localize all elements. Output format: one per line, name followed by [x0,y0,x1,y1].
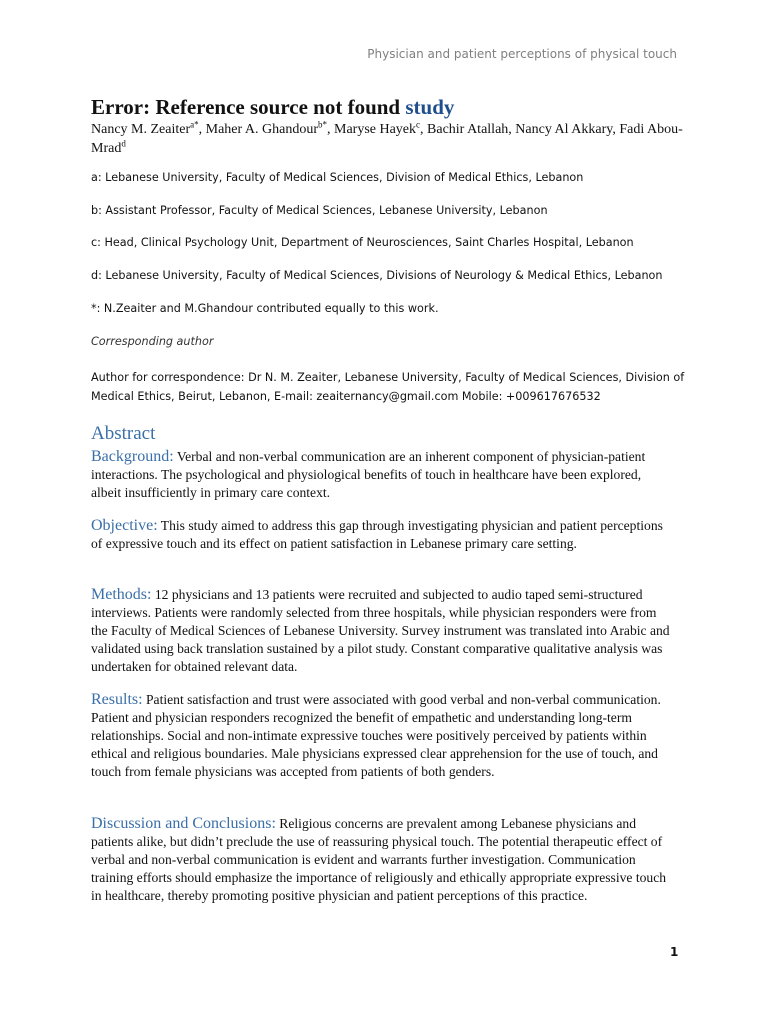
section-text: Religious concerns are prevalent among Lebanese physicians and patients alike, but didn’t preclude the use of reassuring physical touch. The potential therapeutic effect of verbal and non-verbal communication is evident and warrants further investigation. Communication training efforts should emphasize the importance of religiously and ethically appropriate expressive touch in healthcare, thereby promoting positive physician and patient perceptions of this practice. [91,816,667,903]
author-name: Maher A. Ghandour [205,122,318,137]
section-label: Objective: [91,517,158,534]
abstract-objective [91,517,673,553]
affiliation-c: c: Head, Clinical Psychology Unit, Department of Neurosciences, Saint Charles Hospital, Lebanon [91,236,634,249]
section-label: Methods: [91,586,152,603]
paper-title [91,95,454,120]
author-name: Bachir Atallah, Nancy Al Akkary, Fadi Abou-Mrad [91,122,683,156]
author-separator: , [327,122,334,137]
affiliation-b: b: Assistant Professor, Faculty of Medical Sciences, Lebanese University, Lebanon [91,204,548,217]
author-affiliation-marker: a* [190,119,199,130]
author-separator: , [198,122,206,137]
corresponding-author-label: Corresponding author [91,335,214,348]
section-label: Discussion and Conclusions: [91,815,276,832]
section-text: 12 physicians and 13 patients were recruited and subjected to audio taped semi-structured interviews. Patients were randomly selected from three hospitals, while physician responders were from the Faculty of Medical Sciences of Lebanese University. Survey instrument was translated into Arabic and validated using back translation sustained by a pilot study. Constant comparative qualitative analysis was undertaken for obtained relevant data. [91,587,670,674]
author-affiliation-marker: b* [318,119,327,130]
author-affiliation-marker: d [121,138,126,149]
running-header: Physician and patient perceptions of physical touch [367,47,677,61]
page-number: 1 [670,945,679,959]
author-affiliation-marker: c [416,119,421,130]
author-separator: , [420,122,428,137]
section-label: Results: [91,691,143,708]
section-text: Patient satisfaction and trust were associated with good verbal and non-verbal communication. Patient and physician responders recognized the benefit of empathetic and understanding long-term relationships. Social and non-intimate expressive touches were positively perceived by patients within ethical and religious boundaries. Male physicians expressed clear apprehension for the use of touch, and touch from female physicians was accepted from patients of both genders. [91,692,661,779]
section-text: Verbal and non-verbal communication are an inherent component of physician-patient interactions. The psychological and physiological benefits of touch in healthcare have been explored, albeit insufficiently in primary care context. [91,449,646,500]
equal-contribution-note: *: N.Zeaiter and M.Ghandour contributed equally to this work. [91,302,439,315]
section-text: This study aimed to address this gap through investigating physician and patient perceptions of expressive touch and its effect on patient satisfaction in Lebanese primary care setting. [91,518,663,551]
title-study-word: study [405,95,455,119]
affiliation-d: d: Lebanese University, Faculty of Medical Sciences, Divisions of Neurology & Medical Ethics, Lebanon [91,269,663,282]
title-error-text: Error: Reference source not found [91,95,401,119]
author-name: Maryse Hayek [334,122,417,137]
abstract-background [91,448,673,502]
abstract-discussion [91,815,673,905]
correspondence-details: Author for correspondence: Dr N. M. Zeaiter, Lebanese University, Faculty of Medical Sciences, Division of Medical Ethics, Beirut, Lebanon, E-mail: zeaiternancy@gmail.com Mobile: +009617676532 [91,371,685,403]
author-list [91,120,691,158]
abstract-methods [91,586,673,676]
author-name: Nancy M. Zeaiter [91,122,191,137]
abstract-heading: Abstract [91,423,156,444]
abstract-results [91,691,673,781]
section-label: Background: [91,448,174,465]
affiliation-a: a: Lebanese University, Faculty of Medical Sciences, Division of Medical Ethics, Lebanon [91,171,584,184]
